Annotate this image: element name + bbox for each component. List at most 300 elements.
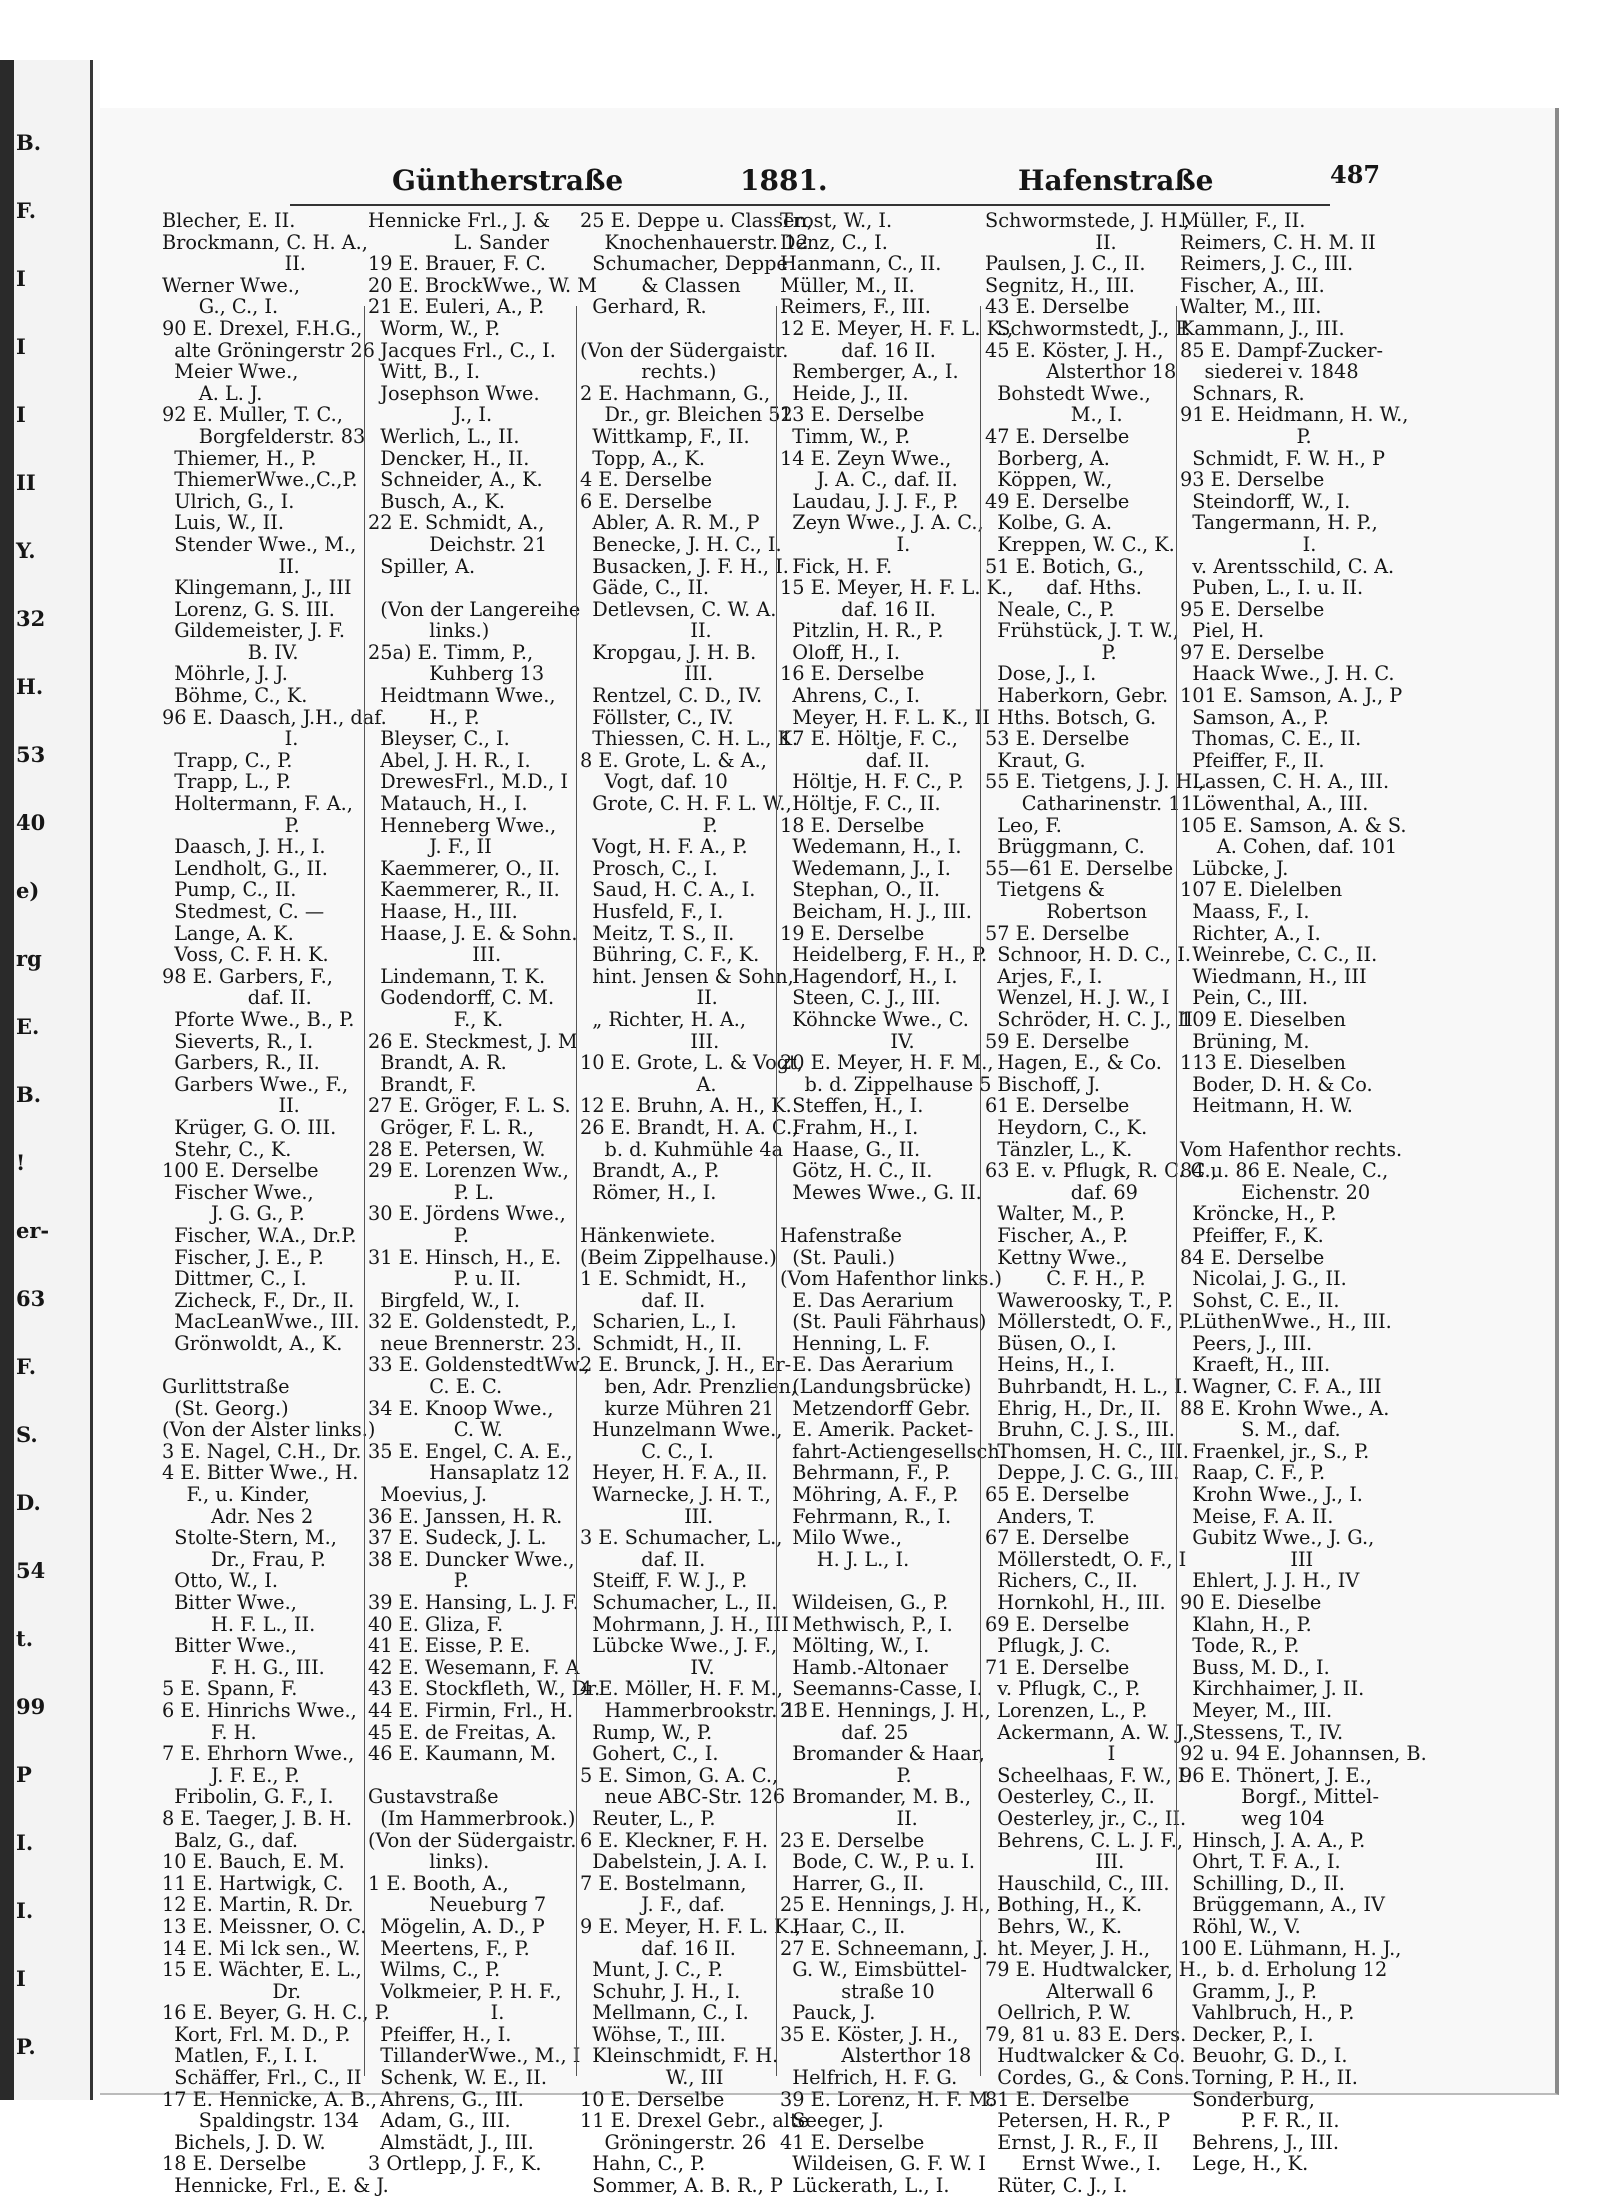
directory-entry: G. W., Eimsbüttel-	[780, 1958, 967, 1982]
directory-entry: C. F. H., P.	[985, 1267, 1146, 1291]
directory-entry: Römer, H., I.	[580, 1180, 717, 1204]
directory-entry: II.	[162, 252, 306, 276]
directory-entry: Kröncke, H., P.	[1180, 1202, 1337, 1226]
header-year: 1881.	[740, 164, 828, 197]
directory-entry: III.	[368, 943, 502, 967]
directory-entry: Hänkenwiete.	[580, 1223, 716, 1247]
directory-entry: Kuhberg 13	[368, 662, 545, 686]
directory-entry: Raap, C. F., P.	[1180, 1461, 1326, 1485]
directory-entry: Dr.	[162, 1979, 302, 2003]
directory-entry: Walter, M., III.	[1180, 295, 1322, 319]
directory-entry: Zicheck, F., Dr., II.	[162, 1288, 355, 1312]
prev-page-fragment: I.	[16, 1830, 34, 1855]
directory-entry: Mewes Wwe., G. II.	[780, 1180, 982, 1204]
directory-entry: Steen, C. J., III.	[780, 986, 941, 1010]
directory-entry: Löwenthal, A., III.	[1180, 792, 1369, 816]
directory-entry: B. IV.	[162, 640, 299, 664]
directory-entry: II.	[580, 619, 712, 643]
directory-entry: Heins, H., I.	[985, 1353, 1116, 1377]
directory-entry: 91 E. Heidmann, H. W.,	[1180, 403, 1409, 427]
directory-entry: Köppen, W.,	[985, 468, 1113, 492]
directory-entry: Mögelin, A. D., P	[368, 1914, 545, 1938]
directory-entry: Frühstück, J. T. W.,	[985, 619, 1179, 643]
directory-entry: Röhl, W., V.	[1180, 1914, 1301, 1938]
directory-entry: Brandt, F.	[368, 1072, 477, 1096]
directory-entry: & Classen	[580, 273, 741, 297]
directory-entry: II.	[780, 1806, 918, 1830]
directory-entry: Meise, F. A. II.	[1180, 1504, 1334, 1528]
directory-entry: Kaemmerer, O., II.	[368, 856, 560, 880]
directory-entry: 105 E. Samson, A. & S.	[1180, 813, 1407, 837]
directory-entry: Krohn Wwe., J., I.	[1180, 1483, 1363, 1507]
directory-entry: Seeger, J.	[780, 2109, 884, 2133]
directory-entry: 4 E. Bitter Wwe., H.	[162, 1461, 359, 1485]
directory-entry: Schilling, D., II.	[1180, 1871, 1345, 1895]
directory-entry: Thiemer, H., P.	[162, 446, 317, 470]
directory-entry: 95 E. Derselbe	[1180, 597, 1325, 621]
directory-entry: Methwisch, P., I.	[780, 1612, 953, 1636]
directory-entry: Fischer, A., P.	[985, 1223, 1129, 1247]
directory-entry: Balz, G., daf.	[162, 1828, 299, 1852]
directory-entry: 3 E. Schumacher, L.,	[580, 1526, 783, 1550]
directory-entry: Borgf., Mittel-	[1180, 1785, 1379, 1809]
prev-page-fragment: P	[16, 1762, 32, 1787]
directory-entry: Scharien, L., I.	[580, 1310, 737, 1334]
directory-entry: 40 E. Gliza, F.	[368, 1612, 504, 1636]
directory-entry: Kammann, J., III.	[1180, 316, 1345, 340]
directory-entry: Adam, G., III.	[368, 2109, 511, 2133]
directory-entry: Spaldingstr. 134	[162, 2109, 360, 2133]
directory-entry: 1 E. Schmidt, H.,	[580, 1267, 748, 1291]
directory-entry: III.	[580, 1504, 714, 1528]
directory-entry: 79, 81 u. 83 E. Ders.	[985, 2022, 1187, 2046]
directory-entry: Neueburg 7	[368, 1893, 547, 1917]
prev-page-fragment: I.	[16, 1898, 34, 1923]
column-divider	[776, 306, 777, 2076]
book-spine	[0, 60, 14, 2100]
directory-entry: Lückerath, L., I.	[780, 2174, 950, 2197]
directory-entry: daf. II.	[780, 748, 930, 772]
directory-entry: 5 E. Spann, F.	[162, 1677, 298, 1701]
directory-entry: Schuhr, J. H., I.	[580, 1979, 741, 2003]
directory-entry: Richter, A., I.	[1180, 921, 1321, 945]
directory-entry: Puben, L., I. u. II.	[1180, 576, 1364, 600]
directory-entry: J. G. G., P.	[162, 1202, 305, 1226]
directory-entry: Gramm, J., P.	[1180, 1979, 1318, 2003]
directory-entry: TillanderWwe., M., I	[368, 2044, 581, 2068]
directory-entry: Werner Wwe.,	[162, 273, 301, 297]
directory-entry: Laudau, J. J. F., P.	[780, 489, 959, 513]
directory-entry: Hafenstraße	[780, 1223, 902, 1247]
directory-entry: Fischer, W.A., Dr.P.	[162, 1223, 357, 1247]
directory-entry: Schumacher, L., II.	[580, 1591, 778, 1614]
directory-entry: Vogt, H. F. A., P.	[580, 835, 748, 859]
directory-entry: 6 E. Kleckner, F. H.	[580, 1828, 768, 1852]
directory-entry: Brüggemann, A., IV	[1180, 1893, 1385, 1917]
directory-entry: Piel, H.	[1180, 619, 1265, 643]
directory-entry: weg 104	[1180, 1806, 1325, 1830]
directory-entry: Steiff, F. W. J., P.	[580, 1569, 748, 1593]
directory-entry: I.	[368, 2001, 505, 2025]
directory-entry: 47 E. Derselbe	[985, 424, 1130, 448]
directory-entry: ht. Meyer, J. H.,	[985, 1936, 1151, 1960]
directory-entry: Torning, P. H., II.	[1180, 2066, 1358, 2090]
directory-entry: siederei v. 1848	[1180, 360, 1359, 384]
directory-entry: (Vom Hafenthor links.)	[780, 1267, 1003, 1291]
directory-entry: 25 E. Deppe u. Classen,	[580, 209, 813, 232]
directory-entry: 13 E. Derselbe	[780, 403, 925, 427]
directory-entry: 65 E. Derselbe	[985, 1483, 1130, 1507]
directory-entry: Schäffer, Frl., C., II	[162, 2066, 362, 2090]
directory-entry: 7 E. Ehrhorn Wwe.,	[162, 1742, 355, 1766]
directory-entry: Fick, H. F.	[780, 554, 893, 578]
directory-entry: Frahm, H., I.	[780, 1115, 919, 1139]
directory-entry: 15 E. Wächter, E. L.,	[162, 1958, 362, 1982]
directory-entry: Pein, C., III.	[1180, 986, 1309, 1010]
directory-entry: 57 E. Derselbe	[985, 921, 1130, 945]
directory-entry: Adr. Nes 2	[162, 1504, 314, 1528]
directory-entry: Gäde, C., II.	[580, 576, 709, 600]
directory-entry: 10 E. Derselbe	[580, 2087, 725, 2111]
directory-entry: Munt, J. C., P.	[580, 1958, 723, 1982]
directory-entry: Hammerbrookstr. 13	[580, 1698, 809, 1722]
directory-entry: 8 E. Taeger, J. B. H.	[162, 1806, 352, 1830]
directory-entry: fahrt-Actiengesellsch.	[780, 1439, 1006, 1463]
directory-entry: Hauschild, C., III.	[985, 1871, 1170, 1895]
directory-entry: daf. 16 II.	[780, 597, 936, 621]
directory-entry: Wedemann, H., I.	[780, 835, 962, 859]
directory-entry: 12 E. Meyer, H. F. L. K.,	[780, 316, 1014, 340]
directory-entry: Husfeld, F., I.	[580, 900, 724, 923]
directory-entry: 79 E. Hudtwalcker, H.,	[985, 1958, 1208, 1982]
directory-entry: Vom Hafenthor rechts.	[1180, 1137, 1403, 1161]
directory-entry: Moevius, J.	[368, 1483, 488, 1507]
directory-entry: Hudtwalcker & Co.	[985, 2044, 1186, 2068]
directory-entry: Ernst Wwe., I.	[985, 2152, 1162, 2176]
directory-entry: b. d. Zippelhause 5	[780, 1072, 992, 1096]
directory-entry: Pump, C., II.	[162, 878, 297, 902]
directory-entry: Schnoor, H. D. C., I.	[985, 943, 1191, 967]
directory-entry: 96 E. Daasch, J.H., daf.	[162, 705, 387, 729]
directory-entry: Scheelhaas, F. W., I.	[985, 1763, 1192, 1787]
directory-entry: Alsterthor 18	[780, 2044, 972, 2068]
directory-entry: Heyer, H. F. A., II.	[580, 1461, 768, 1485]
directory-entry: 28 E. Petersen, W.	[368, 1137, 546, 1161]
directory-entry: Vahlbruch, H., P.	[1180, 2001, 1355, 2025]
directory-entry: M., I.	[985, 403, 1123, 427]
directory-entry: neue Brennerstr. 23.	[368, 1331, 582, 1355]
directory-entry: Walter, M., P.	[985, 1202, 1125, 1226]
directory-entry: Gerhard, R.	[580, 295, 707, 319]
directory-entry: 49 E. Derselbe	[985, 489, 1130, 513]
column-divider	[980, 306, 981, 2076]
directory-entry: Hornkohl, H., III.	[985, 1591, 1166, 1614]
directory-entry: H. F. L., II.	[162, 1612, 316, 1636]
directory-entry: Wagner, C. F. A., III	[1180, 1375, 1382, 1399]
directory-entry: Tietgens &	[985, 878, 1105, 902]
directory-entry: Sieverts, R., I.	[162, 1029, 314, 1053]
directory-entry: Haberkorn, Gebr.	[985, 684, 1169, 708]
directory-entry: 2 E. Brunck, J. H., Er-	[580, 1353, 792, 1377]
directory-entry: 39 E. Hansing, L. J. F.	[368, 1591, 579, 1614]
directory-entry: 31 E. Hinsch, H., E.	[368, 1245, 562, 1269]
directory-entry: Möhring, A. F., P.	[780, 1483, 959, 1507]
directory-entry: Schwormstedt, J., P.	[985, 316, 1191, 340]
directory-entry: Köhncke Wwe., C.	[780, 1007, 969, 1031]
directory-entry: Helfrich, H. F. G.	[780, 2066, 958, 2090]
directory-entry: (Landungsbrücke)	[780, 1375, 972, 1399]
directory-entry: 16 E. Beyer, G. H. C., P.	[162, 2001, 390, 2025]
directory-entry: 109 E. Dieselben	[1180, 1007, 1346, 1031]
directory-entry: Arjes, F., I.	[985, 964, 1103, 988]
directory-entry: P.	[580, 813, 718, 837]
directory-entry: I	[985, 1742, 1116, 1766]
directory-entry: b. d. Kuhmühle 4a	[580, 1137, 784, 1161]
directory-entry: IV.	[780, 1029, 915, 1053]
directory-entry: 19 E. Derselbe	[780, 921, 925, 945]
directory-entry: J., I.	[368, 403, 493, 427]
prev-page-fragment: 99	[16, 1694, 46, 1719]
directory-entry: Trost, W., I.	[780, 209, 893, 232]
directory-entry: G., C., I.	[162, 295, 279, 319]
directory-entry: P. u. II.	[368, 1267, 522, 1291]
directory-entry: 90 E. Dieselbe	[1180, 1591, 1322, 1614]
directory-entry: Thiessen, C. H. L., K.	[580, 727, 799, 751]
directory-entry: A. Cohen, daf. 101	[1180, 835, 1398, 859]
directory-entry: Schneider, A., K.	[368, 468, 543, 492]
directory-entry: Samson, A., P.	[1180, 705, 1329, 729]
directory-entry: Denz, C., I.	[780, 230, 888, 254]
directory-entry: Rentzel, C. D., IV.	[580, 684, 763, 708]
directory-entry: 84 E. Derselbe	[1180, 1245, 1325, 1269]
directory-entry: II.	[580, 986, 718, 1010]
prev-page-fragment: 53	[16, 742, 46, 767]
directory-entry: Gubitz Wwe., J. G.,	[1180, 1526, 1375, 1550]
directory-entry: 90 E. Drexel, F.H.G.,	[162, 316, 363, 340]
directory-entry: Borgfelderstr. 83	[162, 424, 366, 448]
directory-entry: Beicham, H. J., III.	[780, 900, 972, 923]
directory-entry: Robertson	[985, 900, 1148, 923]
directory-entry: Stolte-Stern, M.,	[162, 1526, 337, 1550]
directory-entry: Bitter Wwe.,	[162, 1591, 297, 1614]
directory-entry: Neale, C., P.	[985, 597, 1115, 621]
directory-entry: 36 E. Janssen, H. R.	[368, 1504, 563, 1528]
directory-entry: 3 E. Nagel, C.H., Dr.	[162, 1439, 362, 1463]
prev-page-fragment: er-	[16, 1218, 50, 1243]
directory-entry: links.)	[368, 619, 490, 643]
directory-entry: Hinsch, J. A. A., P.	[1180, 1828, 1366, 1852]
directory-entry: Bleyser, C., I.	[368, 727, 510, 751]
directory-entry: Ehrig, H., Dr., II.	[985, 1396, 1162, 1420]
directory-entry: Ackermann, A. W. J.,	[985, 1720, 1195, 1744]
directory-entry: daf. 16 II.	[780, 338, 936, 362]
header-right-street: Hafenstraße	[1018, 164, 1214, 197]
directory-entry: 100 E. Lühmann, H. J.,	[1180, 1936, 1402, 1960]
directory-entry: 43 E. Derselbe	[985, 295, 1130, 319]
directory-entry: Mellmann, C., I.	[580, 2001, 749, 2025]
directory-entry: Brüggmann, C.	[985, 835, 1145, 859]
prev-page-fragment: I	[16, 1966, 26, 1991]
directory-entry: Thomsen, H. C., III.	[985, 1439, 1189, 1463]
header-left-street: Güntherstraße	[392, 164, 624, 197]
directory-entry: Lübcke Wwe., J. F.,	[580, 1634, 778, 1658]
directory-entry: Kort, Frl. M. D., P.	[162, 2022, 351, 2046]
directory-entry: Birgfeld, W., I.	[368, 1288, 521, 1312]
directory-entry: E. Amerik. Packet-	[780, 1418, 974, 1442]
directory-entry: Bohstedt Wwe.,	[985, 381, 1151, 405]
directory-entry: Stender Wwe., M.,	[162, 532, 357, 556]
directory-entry: Dencker, H., II.	[368, 446, 530, 470]
directory-entry: 11 E. Drexel Gebr., alte	[580, 2109, 810, 2133]
directory-entry: 4 E. Derselbe	[580, 468, 713, 492]
directory-entry: Pfeiffer, H., I.	[368, 2022, 512, 2046]
directory-entry: Kettny Wwe.,	[985, 1245, 1128, 1269]
directory-entry: Behrens, C. L. J. F.,	[985, 1828, 1183, 1852]
directory-entry: Steffen, H., I.	[780, 1094, 924, 1118]
directory-entry: 45 E. Köster, J. H.,	[985, 338, 1164, 362]
directory-entry: 11 E. Hartwigk, C.	[162, 1871, 344, 1895]
directory-entry: III	[1180, 1547, 1314, 1571]
directory-entry: Böhme, C., K.	[162, 684, 308, 708]
directory-entry: Spiller, A.	[368, 554, 476, 578]
directory-entry: III.	[580, 1029, 720, 1053]
directory-entry: Ahrens, C., I.	[780, 684, 920, 708]
directory-entry: 38 E. Duncker Wwe.,	[368, 1547, 575, 1571]
directory-entry: Grote, C. H. F. L. W.,	[580, 792, 792, 816]
directory-entry: 100 E. Derselbe	[162, 1159, 319, 1183]
directory-entry: Petersen, H. R., P	[985, 2109, 1171, 2133]
directory-entry: Decker, P., I.	[1180, 2022, 1314, 2046]
directory-entry: Busch, A., K.	[368, 489, 506, 513]
directory-entry: Busacken, J. F. H., I.	[580, 554, 789, 578]
directory-entry: H., P.	[368, 705, 480, 729]
directory-entry: Rump, W., P.	[580, 1720, 713, 1744]
directory-entry: Paulsen, J. C., II.	[985, 252, 1146, 276]
prev-page-fragment: I	[16, 334, 26, 359]
directory-entry: 22 E. Schmidt, A.,	[368, 511, 545, 535]
directory-entry: Behrs, W., K.	[985, 1914, 1122, 1938]
directory-entry: Ohrt, T. F. A., I.	[1180, 1850, 1341, 1874]
directory-entry: Heide, J., II.	[780, 381, 909, 405]
directory-entry: 23 E. Derselbe	[780, 1828, 925, 1852]
directory-entry: 34 E. Knoop Wwe.,	[368, 1396, 554, 1420]
directory-entry: 18 E. Derselbe	[780, 813, 925, 837]
directory-entry: Grönwoldt, A., K.	[162, 1331, 343, 1355]
directory-entry: 42 E. Wesemann, F. A	[368, 1655, 580, 1679]
directory-entry: 53 E. Derselbe	[985, 727, 1130, 751]
directory-entry: W., III	[580, 2066, 724, 2090]
directory-entry: Bichels, J. D. W.	[162, 2130, 326, 2154]
column-divider	[576, 306, 577, 2076]
directory-entry: Bruhn, C. J. S., III.	[985, 1418, 1175, 1442]
directory-entry: Dose, J., I.	[985, 662, 1097, 686]
directory-entry: Möllerstedt, O. F., I	[985, 1547, 1187, 1571]
directory-entry: Reimers, J. C., III.	[1180, 252, 1354, 276]
section-gap	[1180, 1117, 1525, 1139]
directory-entry: ben, Adr. Prenzlien,	[580, 1375, 798, 1399]
directory-entry: 30 E. Jördens Wwe.,	[368, 1202, 566, 1226]
prev-page-fragment: Y.	[16, 538, 36, 563]
directory-entry: Gurlittstraße	[162, 1375, 290, 1399]
directory-entry: Zeyn Wwe., J. A. C.,	[780, 511, 984, 535]
directory-entry: Sohst, C. E., II.	[1180, 1288, 1340, 1312]
directory-entry: 43 E. Stockfleth, W., Dr.	[368, 1677, 601, 1701]
prev-page-fragment: B.	[16, 130, 42, 155]
directory-entry: Meertens, F., P.	[368, 1936, 530, 1960]
directory-entry: P. F. R., II.	[1180, 2109, 1340, 2133]
directory-entry: Leo, F.	[985, 813, 1062, 837]
directory-entry: Wittkamp, F., II.	[580, 424, 750, 448]
directory-entry: Heydorn, C., K.	[985, 1115, 1148, 1139]
directory-entry: Mölting, W., I.	[780, 1634, 930, 1658]
directory-entry: Saud, H. C. A., I.	[580, 878, 756, 902]
directory-entry: Harrer, G., II.	[780, 1871, 925, 1895]
directory-entry: Fehrmann, R., I.	[780, 1504, 952, 1528]
directory-entry: J. F. E., P.	[162, 1763, 300, 1787]
directory-entry: Topp, A., K.	[580, 446, 706, 470]
directory-entry: Richers, C., II.	[985, 1569, 1138, 1593]
directory-entry: Schnars, R.	[1180, 381, 1305, 405]
directory-entry: 10 E. Bauch, E. M.	[162, 1850, 345, 1874]
directory-entry: Boder, D. H. & Co.	[1180, 1072, 1373, 1096]
directory-entry: Knochenhauerstr. 12	[580, 230, 809, 254]
directory-entry: F. H.	[162, 1720, 257, 1744]
directory-entry: Ernst, J. R., F., II	[985, 2130, 1159, 2154]
directory-entry: Tänzler, L., K.	[985, 1137, 1133, 1161]
directory-entry: Nicolai, J. G., II.	[1180, 1267, 1347, 1291]
directory-entry: v. Arentsschild, C. A.	[1180, 554, 1395, 578]
directory-column-6	[1180, 209, 1525, 2176]
directory-entry: Bothing, H., K.	[985, 1893, 1143, 1917]
directory-entry: Tangermann, H. P.,	[1180, 511, 1378, 535]
directory-entry: 26 E. Steckmest, J. M	[368, 1029, 578, 1053]
directory-entry: Oesterley, jr., C., II.	[985, 1806, 1187, 1830]
directory-entry: J. A. C., daf. II.	[780, 468, 958, 492]
directory-entry: Cordes, G., & Cons.	[985, 2066, 1190, 2090]
directory-entry: kurze Mühren 21	[580, 1396, 774, 1420]
prev-page-fragment: B.	[16, 1082, 42, 1107]
directory-entry: (Im Hammerbrook.)	[368, 1806, 576, 1830]
directory-entry: Metzendorff Gebr.	[780, 1396, 971, 1420]
directory-entry: I.	[1180, 532, 1317, 556]
directory-entry: 32 E. Goldenstedt, P.,	[368, 1310, 578, 1334]
directory-entry: P.	[368, 1223, 469, 1247]
directory-entry: Reuter, L., P.	[580, 1806, 716, 1830]
directory-entry: Dr., Frau, P.	[162, 1547, 326, 1571]
prev-page-fragment: !	[16, 1150, 26, 1175]
directory-entry: Bromander, M. B.,	[780, 1785, 971, 1809]
directory-entry: Godendorff, C. M.	[368, 986, 555, 1010]
directory-entry: 41 E. Derselbe	[780, 2130, 925, 2154]
directory-entry: 18 E. Derselbe	[162, 2152, 307, 2176]
directory-entry: 107 E. Dielelben	[1180, 878, 1343, 902]
prev-page-fragment: 32	[16, 606, 46, 631]
directory-entry: Lorenz, G. S. III.	[162, 597, 335, 621]
directory-entry: Haack Wwe., J. H. C.	[1180, 662, 1395, 686]
directory-entry: daf. 69	[985, 1180, 1138, 1204]
directory-entry: F., u. Kinder,	[162, 1483, 310, 1507]
directory-entry: 44 E. Firmin, Frl., H.	[368, 1698, 573, 1722]
directory-entry: Abler, A. R. M., P	[580, 511, 760, 535]
directory-entry: Almstädt, J., III.	[368, 2130, 534, 2154]
directory-entry: P.	[780, 1763, 912, 1787]
directory-entry: Pfeiffer, F., II.	[1180, 748, 1325, 772]
directory-entry: (St. Pauli.)	[780, 1245, 895, 1269]
directory-entry: Haase, J. E. & Sohn.	[368, 921, 578, 945]
directory-entry: Kolbe, G. A.	[985, 511, 1112, 535]
directory-entry: Büsen, O., I.	[985, 1331, 1117, 1355]
directory-entry: 92 E. Muller, T. C.,	[162, 403, 343, 427]
